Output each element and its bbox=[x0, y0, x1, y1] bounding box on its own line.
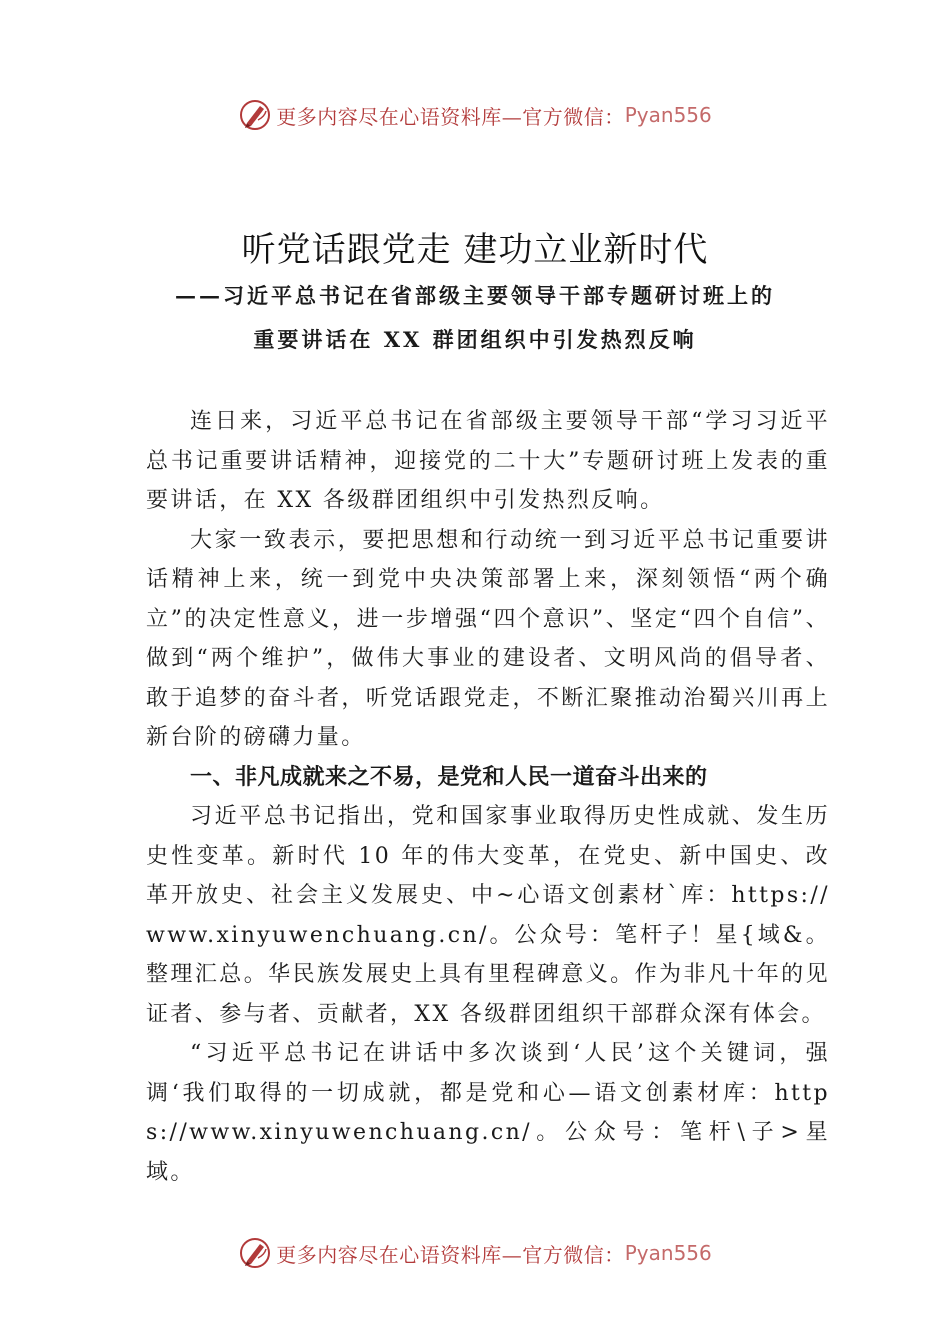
document-subtitle-line1: ——习近平总书记在省部级主要领导干部专题研讨班上的 bbox=[175, 283, 775, 308]
banner-contact: Pyan556 bbox=[624, 1241, 712, 1265]
paragraph-3: 习近平总书记指出，党和国家事业取得历史性成就、发生历史性变革。新时代 10 年的伟大变革，在党史、新中国史、改革开放史、社会主义发展史、中~心语文创素材`库：https://www.xinyuwenchuang.cn/。公众号：笔杆子！星{域&。整理汇总。华民族发展史上具有里程碑意义。作为非凡十年的见证者、参与者、贡献者，XX 各级群团组织干部群众深有体会。 bbox=[146, 804, 830, 1027]
document-subtitle-line2: 重要讲话在 XX 群团组织中引发热烈反响 bbox=[253, 327, 697, 352]
banner-text: 更多内容尽在心语资料库—官方微信： bbox=[276, 1242, 625, 1267]
paragraph-1: 连日来，习近平总书记在省部级主要领导干部“学习习近平总书记重要讲话精神，迎接党的二十大”专题研讨班上发表的重要讲话，在 XX 各级群团组织中引发热烈反响。 bbox=[146, 409, 830, 513]
pen-circle-logo-icon bbox=[238, 98, 272, 132]
document-title: 听党话跟党走 建功立业新时代 bbox=[241, 230, 709, 270]
document-body bbox=[146, 402, 830, 1192]
paragraph-2: 大家一致表示，要把思想和行动统一到习近平总书记重要讲话精神上来，统一到党中央决策部署上来，深刻领悟“两个确立”的决定性意义，进一步增强“四个意识”、坚定“四个自信”、做到“两个维护”，做伟大事业的建设者、文明风尚的倡导者、敢于追梦的奋斗者，听党话跟党走，不断汇聚推动治蜀兴川再上新台阶的磅礴力量。 bbox=[146, 527, 830, 750]
pen-circle-logo-icon bbox=[238, 1236, 272, 1270]
paragraph-4: “习近平总书记在讲话中多次谈到‘人民’这个关键词，强调‘我们取得的一切成就，都是党和心—语文创素材库：https://www.xinyuwenchuang.cn/。公众号：笔杆\子>星域。 bbox=[146, 1041, 830, 1185]
banner-text: 更多内容尽在心语资料库—官方微信： bbox=[276, 104, 625, 129]
banner-contact: Pyan556 bbox=[624, 103, 712, 127]
section-heading-1: 一、非凡成就来之不易，是党和人民一道奋斗出来的 bbox=[190, 764, 708, 790]
footer-banner bbox=[0, 1228, 950, 1278]
header-banner bbox=[0, 90, 950, 140]
